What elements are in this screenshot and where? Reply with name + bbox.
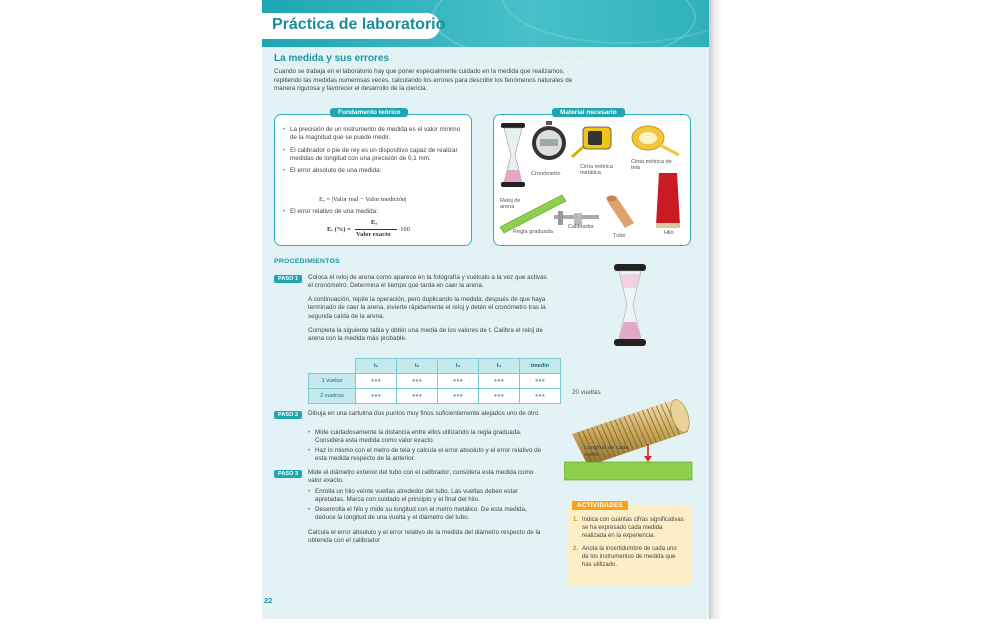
- fundamento-item: • El error relativo de una medida:: [283, 208, 465, 216]
- label-cronometro: Cronómetro: [531, 171, 561, 177]
- hourglass-icon: [501, 123, 525, 187]
- header-tab: [262, 13, 446, 39]
- actividades-box: [567, 502, 691, 586]
- cloth-tape-icon: [632, 126, 679, 155]
- table-header: t₁: [356, 359, 397, 374]
- formula-rel-left: Eᵣ (%) =: [327, 226, 351, 233]
- table-cell: ●●●: [479, 374, 520, 389]
- actividad-text: Anota la incertidumbre de cada uno de los instrumentos de medida que has utilizado.: [582, 546, 677, 568]
- paso-2-bullet: • Mide cuidadosamente la distancia entre ellos utilizando la regla graduada. Considera esta medida como valor exacto.: [308, 429, 548, 446]
- caliper-icon: [554, 211, 599, 225]
- label-reloj: Reloj de arena: [500, 198, 521, 211]
- label-calibrador: Calibrador: [568, 224, 594, 230]
- fundamento-item: • El error absoluto de una medida:: [283, 167, 465, 175]
- table-cell: ●●●: [397, 389, 438, 404]
- actividad-item: [573, 516, 685, 540]
- hourglass-photo: [612, 262, 648, 348]
- table-header: t₃: [438, 359, 479, 374]
- paso-3-bullet: • Enrolla un hilo veinte vueltas alrededor del tubo. Las vueltas deben estar apretadas. Marca con cuidado el principio y el final del hilo.: [308, 488, 548, 505]
- paso-2-tag: PASO 2: [274, 411, 302, 419]
- formula-rel-num: Eₐ: [371, 219, 378, 226]
- tube-icon: [607, 196, 635, 229]
- vueltas-label: 20 vueltas: [572, 389, 601, 396]
- paso-3-p2: Calcula el error absoluto y el error relativo de la medida del diámetro respecto de la obtenida con el calibrador: [308, 529, 541, 545]
- times-table: [308, 358, 561, 404]
- longitud-label: Longitud de cada vuelta: [584, 445, 629, 458]
- table-header: t₄: [479, 359, 520, 374]
- formula-relative: [327, 219, 447, 241]
- row-label: 2 vuelcos: [309, 389, 356, 404]
- textbook-page: [262, 0, 709, 619]
- formula-rel-den: Valor exacto: [356, 231, 391, 238]
- fundamento-item: • La precisión de un instrumento de medida es el valor mínimo de la magnitud que se puede medir.: [283, 126, 465, 143]
- metal-tape-icon: [572, 127, 611, 157]
- actividades-label: ACTIVIDADES: [572, 501, 628, 510]
- table-cell: ●●●: [520, 389, 561, 404]
- formula-absolute: Eₐ = |Valor real − Valor medición|: [319, 196, 407, 203]
- header-bar: [262, 0, 709, 47]
- formula-rel-right: ·100: [398, 226, 410, 233]
- table-cell: ●●●: [438, 374, 479, 389]
- stopwatch-icon: [532, 121, 566, 160]
- page-number: 22: [264, 596, 273, 605]
- material-box: [493, 114, 691, 246]
- table-cell: ●●●: [438, 389, 479, 404]
- label-cinta-metalica: Cinta métrica metálica: [580, 164, 613, 177]
- label-regla: Regla graduada: [513, 229, 553, 235]
- tube-winding-figure: [564, 396, 694, 482]
- table-header-row: [309, 359, 561, 374]
- fundamento-box: [274, 114, 472, 246]
- table-cell: ●●●: [479, 389, 520, 404]
- paso-3-bullet: • Desenrolla el hilo y mide su longitud con el metro metálico. De esta medida, deduce la longitud de una vuelta y el diámetro del tubo.: [308, 506, 548, 523]
- table-row: [309, 374, 561, 389]
- paso-1-p2: A continuación, repite la operación, pero duplicando la medida: después de que haya terminado de caer la arena, invierte rápidamente el reloj y detén el cronómetro tras la segunda caída de la arena.: [308, 296, 546, 320]
- paso-2-text: Dibuja en una cartulina dos puntos muy finos suficientemente alejados uno de otro.: [308, 410, 541, 417]
- table-cell: ●●●: [356, 389, 397, 404]
- paso-2-bullet: • Haz lo mismo con el metro de tela y calcula el error absoluto y el error relativo de esta medida respecto de la anterior.: [308, 447, 548, 464]
- actividad-number: 1.: [573, 517, 579, 523]
- page-edge-shadow: [709, 0, 721, 619]
- thread-spool-icon: [656, 173, 680, 228]
- section-title: La medida y sus errores: [274, 53, 390, 64]
- actividad-text: Indica con cuántas cifras significativas se ha expresado cada medida realizada en la experiencia.: [582, 517, 684, 539]
- paso-3-tag: PASO 3: [274, 470, 302, 478]
- table-cell: ●●●: [356, 374, 397, 389]
- actividad-number: 2.: [573, 546, 579, 552]
- paso-1-tag: PASO 1: [274, 275, 302, 283]
- label-tubo: Tubo: [613, 233, 626, 239]
- row-label: 1 vuelco: [309, 374, 356, 389]
- section-intro: Cuando se trabaja en el laboratorio hay que poner especialmente cuidado en la medida que realizamos, repitiendo las medidas numerosas veces, calculando los errores para describir los fenómenos naturales de manera rigurosa y favorecer el desarrollo de la ciencia.: [274, 68, 573, 93]
- fundamento-label: Fundamento teórico: [330, 108, 408, 117]
- table-header: t₂: [397, 359, 438, 374]
- fundamento-item: • El calibrador o pie de rey es un dispositivo capaz de realizar medidas de longitud con una precisión de 0,1 mm.: [283, 147, 465, 164]
- material-label: Material necesario: [552, 108, 625, 117]
- page-title: Práctica de laboratorio: [272, 16, 446, 33]
- paso-1-p3: Completa la siguiente tabla y obtén una media de los valores de t. Calibra el reloj de arena con la medida más probable.: [308, 327, 543, 343]
- table-header: tmedio: [520, 359, 561, 374]
- actividad-item: [573, 545, 685, 569]
- paso-1-text: Coloca el reloj de arena como aparece en la fotografía y vuélcalo a la vez que activas el cronómetro. Determina el tiempo que tarda en caer la arena.: [308, 274, 547, 290]
- label-hilo: Hilo: [664, 230, 674, 236]
- table-cell: ●●●: [520, 374, 561, 389]
- paso-3-text: Mide el diámetro exterior del tubo con el calibrador; considera esta medida como valor exacto.: [308, 469, 534, 485]
- label-cinta-tela: Cinta métrica de tela: [631, 159, 672, 172]
- table-row: [309, 389, 561, 404]
- procedimientos-title: PROCEDIMIENTOS: [274, 258, 341, 265]
- table-cell: ●●●: [397, 374, 438, 389]
